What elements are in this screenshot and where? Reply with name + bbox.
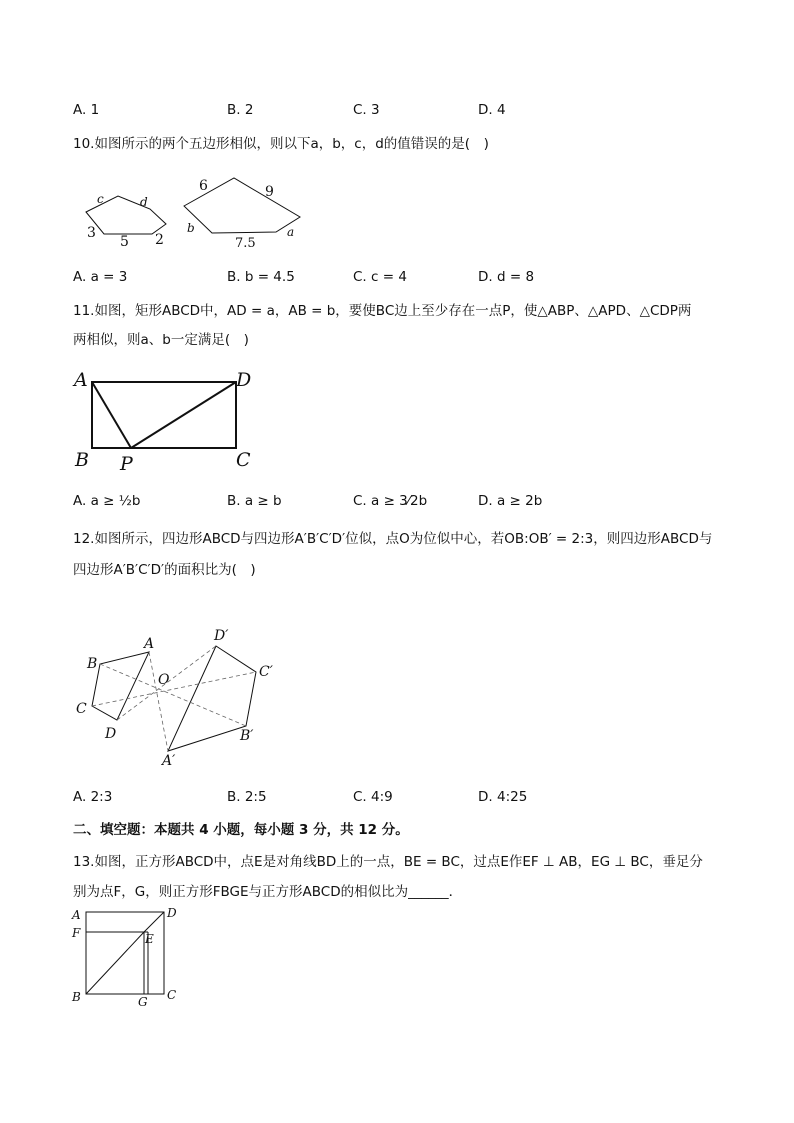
rectangle-abcd	[92, 382, 236, 448]
q11-option-a[interactable]: A. a ≥ ½b	[73, 493, 141, 509]
label-D: D	[105, 726, 117, 742]
q12-stem-line1: 12.如图所示，四边形ABCD与四边形A′B′C′D′位似，点O为位似中心，若OB:OB′ = 2:3，则四边形ABCD与	[73, 531, 713, 547]
q9-option-c[interactable]: C. 3	[353, 102, 380, 118]
q11-option-c[interactable]: C. a ≥ 3⁄2b	[353, 493, 428, 509]
label-O: O	[158, 672, 170, 688]
label-A-prime: A′	[162, 753, 176, 769]
q11-option-b[interactable]: B. a ≥ b	[227, 493, 282, 509]
q12-option-a[interactable]: A. 2:3	[73, 789, 113, 805]
label-D-prime: D′	[214, 628, 229, 644]
label-F: F	[72, 926, 81, 940]
q12-options	[73, 789, 733, 809]
q12-stem-line2: 四边形A′B′C′D′的面积比为( )	[73, 562, 256, 578]
q11-option-d[interactable]: D. a ≥ 2b	[478, 493, 543, 509]
label-3: 3	[87, 225, 96, 241]
quad-abcd	[92, 652, 149, 720]
label-a: a	[287, 225, 295, 239]
q10-option-b[interactable]: B. b = 4.5	[227, 269, 295, 285]
q9-option-d[interactable]: D. 4	[478, 102, 506, 118]
q10-stem: 10.如图所示的两个五边形相似，则以下a，b，c，d的值错误的是( )	[73, 136, 489, 152]
q10-pentagons-figure	[80, 172, 310, 252]
label-P: P	[120, 453, 133, 475]
label-D: D	[236, 369, 252, 391]
label-5: 5	[120, 234, 129, 250]
q11-stem-line2: 两相似，则a、b一定满足( )	[73, 332, 249, 348]
label-D: D	[167, 906, 177, 920]
q10-option-a[interactable]: A. a = 3	[73, 269, 128, 285]
label-7-5: 7.5	[235, 236, 256, 251]
label-A: A	[72, 908, 81, 922]
label-C: C	[167, 988, 177, 1002]
diagonal-be	[86, 932, 144, 994]
q11-options	[73, 493, 733, 513]
segment-ap	[92, 382, 131, 448]
q10-options	[73, 269, 733, 289]
q12-option-b[interactable]: B. 2:5	[227, 789, 267, 805]
q9-options	[73, 102, 733, 122]
label-E: E	[145, 932, 154, 946]
q12-option-c[interactable]: C. 4:9	[353, 789, 393, 805]
q13-stem-line2: 别为点F，G，则正方形FBGE与正方形ABCD的相似比为______．	[73, 884, 463, 900]
label-2: 2	[155, 232, 164, 248]
label-C: C	[76, 701, 87, 717]
label-B: B	[72, 990, 81, 1004]
q9-option-a[interactable]: A. 1	[73, 102, 100, 118]
q10-option-d[interactable]: D. d = 8	[478, 269, 535, 285]
q9-option-b[interactable]: B. 2	[227, 102, 254, 118]
q11-rectangle-figure	[72, 362, 262, 474]
q11-stem-line1: 11.如图，矩形ABCD中，AD = a，AB = b，要使BC边上至少存在一点P，使△ABP、△APD、△CDP两	[73, 303, 692, 319]
label-6: 6	[199, 178, 208, 194]
label-C-prime: C′	[259, 664, 273, 680]
q10-option-c[interactable]: C. c = 4	[353, 269, 407, 285]
label-B: B	[75, 449, 89, 471]
label-A: A	[74, 369, 88, 391]
label-G: G	[138, 995, 148, 1009]
label-A: A	[144, 636, 155, 652]
label-C: C	[236, 449, 251, 471]
label-c: c	[97, 192, 104, 206]
label-B-prime: B′	[240, 728, 254, 744]
q12-homothety-figure	[72, 624, 292, 774]
segment-ed	[144, 912, 164, 932]
label-9: 9	[265, 184, 274, 200]
q12-option-d[interactable]: D. 4:25	[478, 789, 528, 805]
segment-pd	[131, 382, 236, 448]
section-fill-in-title: 二、填空题：本题共 4 小题，每小题 3 分，共 12 分。	[73, 822, 409, 838]
label-d: d	[140, 195, 148, 209]
label-b: b	[187, 221, 195, 235]
q13-stem-line1: 13.如图，正方形ABCD中，点E是对角线BD上的一点，BE = BC，过点E作EF ⊥ AB，EG ⊥ BC，垂足分	[73, 854, 703, 870]
q13-square-figure	[68, 906, 188, 1010]
label-B: B	[87, 656, 98, 672]
